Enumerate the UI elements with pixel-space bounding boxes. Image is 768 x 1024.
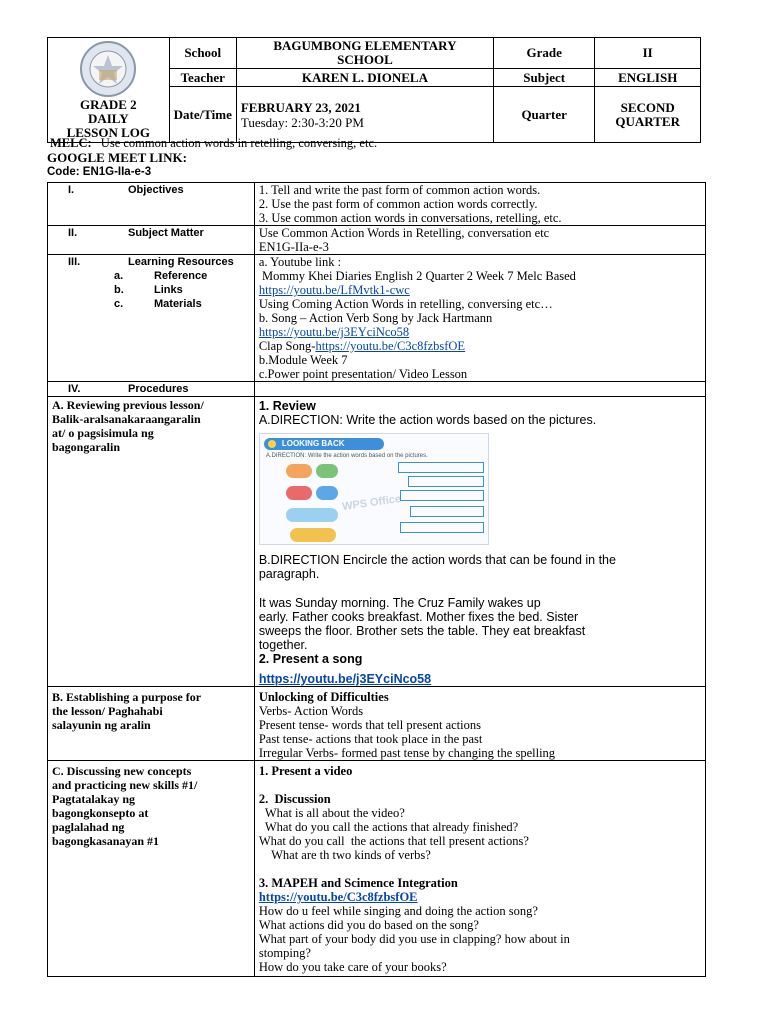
subject-label: Subject [494,69,595,87]
paragraph-line: together. [258,638,308,652]
paragraph-line: early. Father cooks breakfast. Mother fixes the bed. Sister [258,610,579,624]
procedures-content [254,382,705,397]
section-c-label: C. Discussing new concepts and practicing new skills #1/ Pagtatalakay ng bagongkonsepto at paglalahad ng bagongkasanayan #1 [48,761,255,977]
section-a-row [48,397,706,687]
teacher-label: Teacher [169,69,236,87]
answer-box [408,476,484,487]
answer-box [400,490,484,501]
google-meet-label: GOOGLE MEET LINK: [47,150,187,165]
youtube-link-lesson[interactable]: https://youtu.be/LfMvtk1-cwc [258,283,410,297]
picture-icon [286,486,312,500]
answer-box [398,462,484,473]
title-line-1: GRADE 2 [79,97,137,112]
procedures-label: IV. Procedures [48,382,255,397]
grade-value: II [595,38,701,69]
school-label: School [169,38,236,69]
banner-dot-icon [268,440,276,448]
youtube-link-clap-song[interactable]: https://youtu.be/C3c8fzbsfOE [315,339,466,353]
picture-icon [286,508,338,522]
picture-icon [316,486,338,500]
clap-song-link[interactable]: https://youtu.be/C3c8fzbsfOE [258,890,418,904]
subject-matter-label: II. Subject Matter [48,226,255,255]
section-b-row [48,687,706,761]
code-label: Code: EN1G-IIa-e-3 [47,166,152,178]
picture-icon [290,528,336,542]
objectives-content [254,183,705,226]
melc-line: MELC: Use common action words in retelling, conversing, etc. [50,136,378,150]
looking-back-worksheet: LOOKING BACK A.DIRECTION: Write the action words based on the pictures. WPS Office [259,433,489,545]
picture-icon [316,464,338,478]
quarter-value: SECOND QUARTER [595,87,701,143]
section-c-content: 1. Present a video 2. Discussion What is all about the video? What do you call the actions that already finished? What do you call the actions that tell present actions? What are th two kinds of verbs? 3. MAPEH and Scimence Integration https://youtu.be/C3c8fzbsfOE How do u feel while singing and doing the action song? What actions did you do based on the song? What part of your body did you use in clapping? how about in stomping? How do you take care of your books? [254,761,705,977]
objective-item: 2. Use the past form of common action words correctly. [258,197,538,211]
subject-value: ENGLISH [595,69,701,87]
school-value: BAGUMBONG ELEMENTARY SCHOOL [236,38,493,69]
grade-label: Grade [494,38,595,69]
picture-icon [286,464,312,478]
section-a-label: A. Reviewing previous lesson/ Balik-aralsanakaraangaralin at/ o pagsisimula ng bagongaralin [48,397,255,687]
header-table [47,37,701,143]
quarter-label: Quarter [494,87,595,143]
lesson-table [47,182,706,977]
paragraph-line: sweeps the floor. Brother sets the table. They eat breakfast [258,624,586,638]
resources-row [48,255,706,382]
worksheet-banner: LOOKING BACK [264,438,384,450]
resources-label: III. Learning Resources a. Reference b. Links c. Materials [48,255,255,382]
title-cell [48,38,170,143]
answer-box [400,522,484,533]
datetime-value: FEBRUARY 23, 2021 Tuesday: 2:30-3:20 PM [236,87,493,143]
deped-logo [79,40,137,98]
objective-item: 1. Tell and write the past form of common action words. [258,183,541,197]
youtube-link-action-verb-song[interactable]: https://youtu.be/j3EYciNco58 [258,325,410,339]
section-b-label: B. Establishing a purpose for the lesson/ Paghahabi salayunin ng aralin [48,687,255,761]
song-link[interactable]: https://youtu.be/j3EYciNco58 [258,672,432,686]
section-a-content: 1. Review A.DIRECTION: Write the action words based on the pictures. LOOKING BACK A.DIRECTION: Write the action words based on the pictures. WPS Office B.DIRECTION Encircle the action words that can be found in the paragraph. It was Sunday morning. The Cruz Family wakes up early. Father cooks breakfast. Mother fixes the bed. Sister sweeps the floor. Brother sets the table. They eat breakfast together. 2. Present a song https://youtu.be/j3EYciNco58 [254,397,705,687]
teacher-value: KAREN L. DIONELA [236,69,493,87]
datetime-label: Date/Time [169,87,236,143]
wps-watermark: WPS Office [341,492,402,514]
objective-item: 3. Use common action words in conversations, retelling, etc. [258,211,562,225]
section-b-content: Unlocking of Difficulties Verbs- Action Words Present tense- words that tell present actions Past tense- actions that took place in the past Irregular Verbs- formed past tense by changing the spelling [254,687,705,761]
answer-box [410,506,484,517]
section-c-row [48,761,706,977]
subject-matter-content: Use Common Action Words in Retelling, conversation etc EN1G-IIa-e-3 [254,226,705,255]
resources-content: a. Youtube link : Mommy Khei Diaries English 2 Quarter 2 Week 7 Melc Based https://youtu.be/LfMvtk1-cwc Using Coming Action Words in retelling, conversing etc… b. Song – Action Verb Song by Jack Hartmann https://youtu.be/j3EYciNco58 Clap Song-https://youtu.be/C3c8fzbsfOE b.Module Week 7 c.Power point presentation/ Video Lesson [254,255,705,382]
procedures-row [48,382,706,397]
objectives-label: I. Objectives [48,183,255,226]
subject-matter-row [48,226,706,255]
objectives-row [48,183,706,226]
title-line-3: LESSON LOG [66,125,151,140]
title-line-2: DAILY [87,111,129,126]
paragraph-line: It was Sunday morning. The Cruz Family wakes up [258,596,541,610]
